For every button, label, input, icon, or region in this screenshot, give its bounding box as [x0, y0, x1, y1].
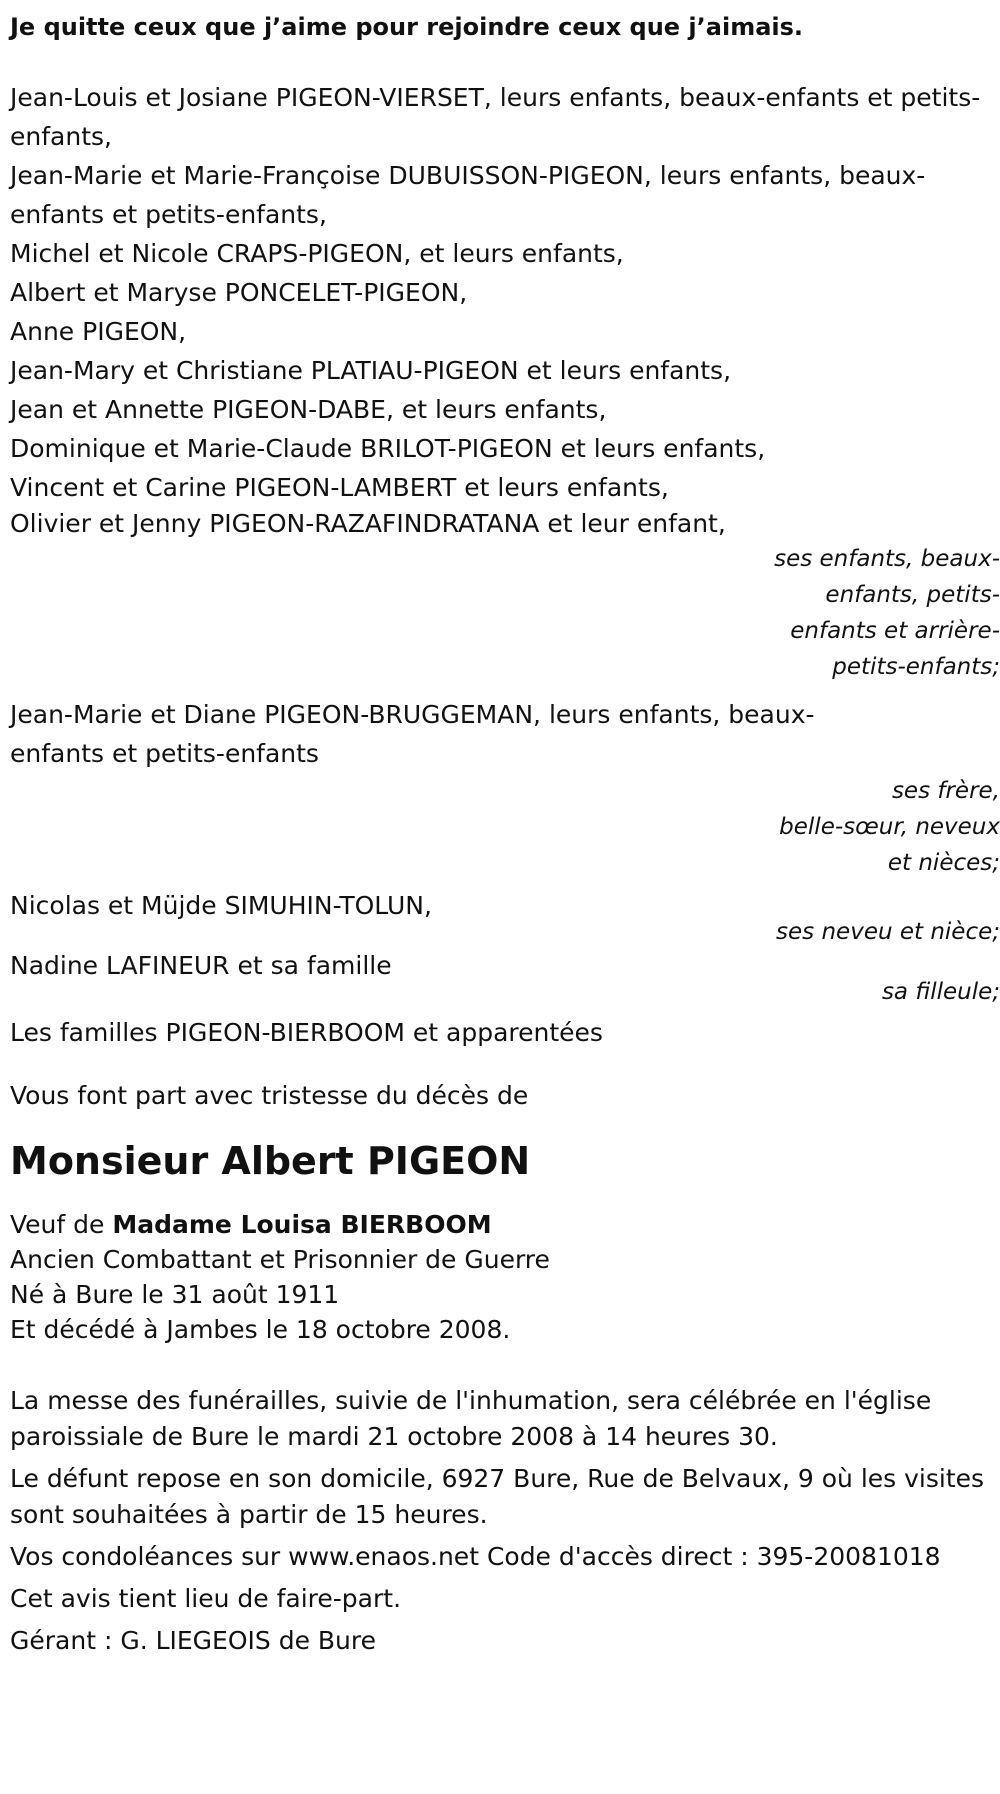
family-line: Dominique et Marie-Claude BRILOT-PIGEON et leurs enfants, — [10, 434, 766, 463]
epigraph: Je quitte ceux que j’aime pour rejoindre ceux que j’aimais. — [10, 13, 804, 41]
family-line: Olivier et Jenny PIGEON-RAZAFINDRATANA et leur enfant, — [10, 509, 726, 538]
relation-siblings — [10, 773, 1000, 881]
sibling-line: Jean-Marie et Diane PIGEON-BRUGGEMAN, leurs enfants, beaux-enfants et petits-enfants — [10, 700, 815, 768]
family-line: Jean-Mary et Christiane PLATIAU-PIGEON et leurs enfants, — [10, 356, 732, 385]
relation-line: enfants et arrière- — [790, 618, 1000, 644]
family-line: Jean-Marie et Marie-Françoise DUBUISSON-PIGEON, leurs enfants, beaux-enfants et petits-enfants, — [10, 161, 926, 229]
family-line: Anne PIGEON, — [10, 317, 187, 346]
goddaughter-line: Nadine LAFINEUR et sa famille — [10, 951, 392, 980]
relation-nephew: ses neveu et nièce; — [776, 919, 1000, 945]
relation-line: belle-sœur, neveux — [779, 814, 1000, 840]
widower-prefix: Veuf de — [10, 1210, 113, 1239]
families-line: Les familles PIGEON-BIERBOOM et apparentées — [10, 1018, 603, 1047]
notice-text: Cet avis tient lieu de faire-part. — [10, 1584, 402, 1613]
family-line: Albert et Maryse PONCELET-PIGEON, — [10, 278, 468, 307]
family-line: Vincent et Carine PIGEON-LAMBERT et leurs enfants, — [10, 473, 669, 502]
nephew-line: Nicolas et Müjde SIMUHIN-TOLUN, — [10, 891, 432, 920]
death-line: Et décédé à Jambes le 18 octobre 2008. — [10, 1315, 511, 1344]
relation-line: enfants, petits- — [825, 582, 1000, 608]
relation-line: ses frère, — [891, 778, 1000, 804]
deceased-name: Monsieur Albert PIGEON — [10, 1139, 531, 1183]
family-line: Jean et Annette PIGEON-DABE, et leurs enfants, — [10, 395, 607, 424]
condolences-text: Vos condoléances sur www.enaos.net Code d'accès direct : 395-20081018 — [10, 1542, 941, 1571]
birth-line: Né à Bure le 31 août 1911 — [10, 1280, 340, 1309]
manager-text: Gérant : G. LIEGEOIS de Bure — [10, 1626, 377, 1655]
funeral-text: La messe des funérailles, suivie de l'inhumation, sera célébrée en l'église paroissiale de Bure le mardi 21 octobre 2008 à 14 heures 30. — [10, 1386, 932, 1451]
title-line: Ancien Combattant et Prisonnier de Guerre — [10, 1245, 550, 1274]
relation-line: ses enfants, beaux- — [774, 546, 1000, 572]
family-line: Michel et Nicole CRAPS-PIGEON, et leurs enfants, — [10, 239, 624, 268]
relation-line: petits-enfants; — [832, 654, 1000, 680]
family-list — [10, 78, 1000, 541]
family-line: Jean-Louis et Josiane PIGEON-VIERSET, leurs enfants, beaux-enfants et petits-enfants, — [10, 83, 981, 151]
repose-text: Le défunt repose en son domicile, 6927 Bure, Rue de Belvaux, 9 où les visites sont souhaitées à partir de 15 heures. — [10, 1464, 985, 1529]
spouse-name: Madame Louisa BIERBOOM — [112, 1210, 492, 1239]
widower-line — [10, 1207, 985, 1242]
relation-goddaughter: sa filleule; — [881, 979, 1000, 1005]
relation-children — [10, 541, 1000, 685]
announcement: Vous font part avec tristesse du décès de — [10, 1081, 529, 1110]
relation-line: et nièces; — [887, 850, 1000, 876]
